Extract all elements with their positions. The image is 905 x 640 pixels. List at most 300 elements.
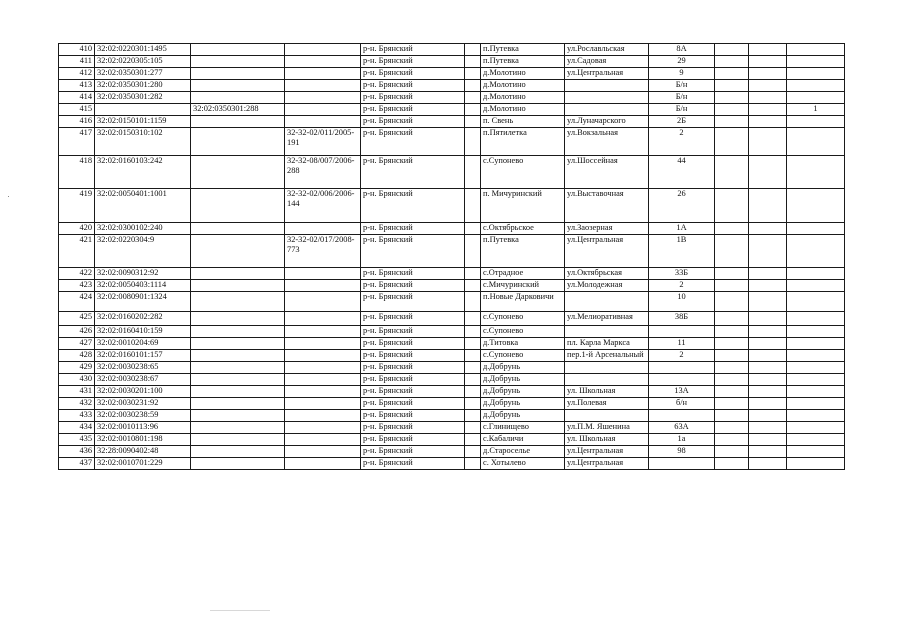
cell-n: 415 [59, 104, 95, 116]
cell-reg [285, 434, 361, 446]
cell-cad: 32:02:0160103:242 [95, 156, 191, 189]
cell-c3 [787, 156, 845, 189]
cell-c1 [715, 398, 749, 410]
cell-c1 [715, 268, 749, 280]
table-row [59, 410, 845, 422]
cell-c3 [787, 398, 845, 410]
cell-loc: д.Молотино [481, 104, 565, 116]
cell-c3 [787, 350, 845, 362]
cell-old [191, 326, 285, 338]
cell-reg: 32-32-02/011/2005-191 [285, 128, 361, 156]
cell-dist: р-н. Брянский [361, 104, 465, 116]
cell-old [191, 80, 285, 92]
cell-c2 [749, 312, 787, 326]
cell-reg [285, 104, 361, 116]
cell-c1 [715, 422, 749, 434]
cell-loc: д.Добрунь [481, 386, 565, 398]
cell-dist: р-н. Брянский [361, 338, 465, 350]
cell-old [191, 386, 285, 398]
table-row [59, 362, 845, 374]
cell-dist: р-н. Брянский [361, 268, 465, 280]
table-row [59, 422, 845, 434]
cell-street: ул.Садовая [565, 56, 649, 68]
cell-c1 [715, 116, 749, 128]
cell-b [465, 434, 481, 446]
cell-house: 98 [649, 446, 715, 458]
cell-b [465, 116, 481, 128]
cell-b [465, 386, 481, 398]
cell-b [465, 235, 481, 268]
cell-c1 [715, 189, 749, 223]
cell-dist: р-н. Брянский [361, 68, 465, 80]
cell-n: 413 [59, 80, 95, 92]
table-row [59, 156, 845, 189]
cell-c1 [715, 362, 749, 374]
cell-c3 [787, 280, 845, 292]
cell-n: 436 [59, 446, 95, 458]
cell-street: ул.Полевая [565, 398, 649, 410]
cell-loc: д.Староселье [481, 446, 565, 458]
cell-dist: р-н. Брянский [361, 92, 465, 104]
cell-c1 [715, 68, 749, 80]
cell-c1 [715, 292, 749, 312]
cell-dist: р-н. Брянский [361, 280, 465, 292]
cell-c2 [749, 68, 787, 80]
cell-c1 [715, 434, 749, 446]
cell-b [465, 189, 481, 223]
cell-house: 2 [649, 350, 715, 362]
cell-street: ул.Луначарского [565, 116, 649, 128]
cell-dist: р-н. Брянский [361, 410, 465, 422]
cell-c3 [787, 268, 845, 280]
cell-cad: 32:28:0090402:48 [95, 446, 191, 458]
cell-c1 [715, 223, 749, 235]
cell-c3 [787, 235, 845, 268]
cell-house: 9 [649, 68, 715, 80]
cell-loc: п. Свень [481, 116, 565, 128]
cell-b [465, 104, 481, 116]
cell-n: 437 [59, 458, 95, 470]
cell-b [465, 68, 481, 80]
cell-c3 [787, 362, 845, 374]
cell-old [191, 128, 285, 156]
cell-c3 [787, 422, 845, 434]
cell-cad: 32:02:0010701:229 [95, 458, 191, 470]
cell-dist: р-н. Брянский [361, 398, 465, 410]
cell-cad: 32:02:0350301:277 [95, 68, 191, 80]
cell-loc: д.Титовка [481, 338, 565, 350]
cell-reg [285, 446, 361, 458]
table-row [59, 434, 845, 446]
cell-old [191, 292, 285, 312]
cell-house: Б/н [649, 92, 715, 104]
cell-c2 [749, 362, 787, 374]
cell-street: ул.Октябрьская [565, 268, 649, 280]
cell-loc: с.Глинищево [481, 422, 565, 434]
cell-street: ул.Центральная [565, 458, 649, 470]
cell-street: ул.Центральная [565, 446, 649, 458]
cell-street: ул.Центральная [565, 68, 649, 80]
cell-c2 [749, 410, 787, 422]
cell-street [565, 362, 649, 374]
cell-b [465, 80, 481, 92]
cell-street [565, 292, 649, 312]
cell-loc: п.Новые Дарковичи [481, 292, 565, 312]
cell-old [191, 338, 285, 350]
cell-street: пл. Карла Маркса [565, 338, 649, 350]
table-row [59, 235, 845, 268]
cell-c2 [749, 326, 787, 338]
cell-house: 2 [649, 280, 715, 292]
cell-house [649, 374, 715, 386]
cell-c2 [749, 56, 787, 68]
cell-old [191, 223, 285, 235]
cell-n: 435 [59, 434, 95, 446]
cell-c1 [715, 374, 749, 386]
cell-cad: 32:02:0080901:1324 [95, 292, 191, 312]
cell-cad: 32:02:0300102:240 [95, 223, 191, 235]
cell-cad: 32:02:0010204:69 [95, 338, 191, 350]
cell-old [191, 434, 285, 446]
cell-n: 428 [59, 350, 95, 362]
cell-n: 427 [59, 338, 95, 350]
cell-c2 [749, 280, 787, 292]
cell-c1 [715, 44, 749, 56]
cell-n: 425 [59, 312, 95, 326]
table-row [59, 128, 845, 156]
cell-c2 [749, 189, 787, 223]
cell-house [649, 458, 715, 470]
cell-old [191, 116, 285, 128]
cell-house [649, 326, 715, 338]
cell-house: 2Б [649, 116, 715, 128]
cell-c3: 1 [787, 104, 845, 116]
cell-loc: с.Кабаличи [481, 434, 565, 446]
cell-house: Б/н [649, 104, 715, 116]
cell-c2 [749, 268, 787, 280]
cell-street [565, 80, 649, 92]
cell-dist: р-н. Брянский [361, 44, 465, 56]
cell-c2 [749, 116, 787, 128]
cell-cad: 32:02:0150310:102 [95, 128, 191, 156]
cell-reg [285, 350, 361, 362]
cell-c3 [787, 92, 845, 104]
cell-c1 [715, 104, 749, 116]
cell-loc: д.Молотино [481, 92, 565, 104]
cell-n: 426 [59, 326, 95, 338]
cell-reg [285, 223, 361, 235]
cell-old: 32:02:0350301:288 [191, 104, 285, 116]
cell-loc: п.Путевка [481, 235, 565, 268]
cell-dist: р-н. Брянский [361, 312, 465, 326]
cell-street: ул.Выставочная [565, 189, 649, 223]
cell-n: 417 [59, 128, 95, 156]
cell-c3 [787, 80, 845, 92]
cell-dist: р-н. Брянский [361, 374, 465, 386]
cell-c2 [749, 80, 787, 92]
cell-reg [285, 268, 361, 280]
cell-c2 [749, 386, 787, 398]
table-row [59, 338, 845, 350]
cell-reg [285, 410, 361, 422]
cell-b [465, 156, 481, 189]
cell-c1 [715, 80, 749, 92]
cell-c2 [749, 104, 787, 116]
cell-b [465, 280, 481, 292]
cell-old [191, 44, 285, 56]
cell-street: ул. Школьная [565, 434, 649, 446]
cell-cad: 32:02:0220304:9 [95, 235, 191, 268]
cell-c1 [715, 410, 749, 422]
cell-n: 434 [59, 422, 95, 434]
cell-b [465, 458, 481, 470]
cell-house: 44 [649, 156, 715, 189]
cell-old [191, 374, 285, 386]
cell-c2 [749, 128, 787, 156]
cell-reg [285, 398, 361, 410]
cell-old [191, 92, 285, 104]
cell-loc: п.Путевка [481, 56, 565, 68]
cell-b [465, 223, 481, 235]
cell-c2 [749, 292, 787, 312]
cell-n: 416 [59, 116, 95, 128]
table-row [59, 280, 845, 292]
cell-house: 1а [649, 434, 715, 446]
cell-c1 [715, 280, 749, 292]
cell-c1 [715, 350, 749, 362]
cell-c2 [749, 92, 787, 104]
cell-dist: р-н. Брянский [361, 458, 465, 470]
cell-street [565, 326, 649, 338]
cell-loc: с.Мичуринский [481, 280, 565, 292]
table-row [59, 312, 845, 326]
cell-house: 1А [649, 223, 715, 235]
cell-reg [285, 56, 361, 68]
cell-n: 410 [59, 44, 95, 56]
cell-street: ул.Мелиоративная [565, 312, 649, 326]
cell-loc: с.Супонево [481, 326, 565, 338]
cell-c3 [787, 68, 845, 80]
cell-street: ул.Шоссейная [565, 156, 649, 189]
cell-cad: 32:02:0350301:280 [95, 80, 191, 92]
cell-old [191, 446, 285, 458]
cell-c2 [749, 156, 787, 189]
cell-c2 [749, 398, 787, 410]
table-row [59, 44, 845, 56]
cell-c3 [787, 326, 845, 338]
cell-cad: 32:02:0160101:157 [95, 350, 191, 362]
cell-house: 33Б [649, 268, 715, 280]
cell-street [565, 410, 649, 422]
cell-n: 418 [59, 156, 95, 189]
table-row [59, 104, 845, 116]
cell-cad: 32:02:0030201:100 [95, 386, 191, 398]
cell-c2 [749, 374, 787, 386]
cell-reg [285, 362, 361, 374]
cell-street: ул.Центральная [565, 235, 649, 268]
cell-cad: 32:02:0050403:1114 [95, 280, 191, 292]
cell-reg [285, 68, 361, 80]
cell-dist: р-н. Брянский [361, 235, 465, 268]
cell-c1 [715, 326, 749, 338]
table-row [59, 386, 845, 398]
cell-c3 [787, 434, 845, 446]
cell-house: 11 [649, 338, 715, 350]
cell-reg [285, 326, 361, 338]
table-row [59, 223, 845, 235]
cell-dist: р-н. Брянский [361, 128, 465, 156]
cell-dist: р-н. Брянский [361, 292, 465, 312]
cell-cad: 32:02:0050401:1001 [95, 189, 191, 223]
cell-cad: 32:02:0030231:92 [95, 398, 191, 410]
cell-house: 26 [649, 189, 715, 223]
cell-cad: 32:02:0220305:105 [95, 56, 191, 68]
cell-b [465, 56, 481, 68]
cell-b [465, 446, 481, 458]
table-row [59, 189, 845, 223]
cell-reg [285, 92, 361, 104]
cell-n: 411 [59, 56, 95, 68]
cell-cad: 32:02:0160202:282 [95, 312, 191, 326]
cell-reg [285, 44, 361, 56]
cell-house: 2 [649, 128, 715, 156]
table-row [59, 398, 845, 410]
cell-house: б/н [649, 398, 715, 410]
table-body [59, 44, 845, 470]
cell-b [465, 128, 481, 156]
cell-c3 [787, 189, 845, 223]
cell-dist: р-н. Брянский [361, 350, 465, 362]
cell-n: 431 [59, 386, 95, 398]
cell-c1 [715, 128, 749, 156]
cell-c3 [787, 458, 845, 470]
cell-reg [285, 116, 361, 128]
cell-reg [285, 292, 361, 312]
cell-cad: 32:02:0030238:67 [95, 374, 191, 386]
cell-cad: 32:02:0030238:65 [95, 362, 191, 374]
table-row [59, 326, 845, 338]
cell-house [649, 410, 715, 422]
table-row [59, 56, 845, 68]
cell-loc: с.Супонево [481, 312, 565, 326]
cell-c2 [749, 338, 787, 350]
table-row [59, 80, 845, 92]
cell-loc: с.Супонево [481, 156, 565, 189]
cell-reg [285, 386, 361, 398]
cell-n: 419 [59, 189, 95, 223]
table-row [59, 292, 845, 312]
cell-old [191, 68, 285, 80]
cell-n: 422 [59, 268, 95, 280]
cell-loc: д.Добрунь [481, 398, 565, 410]
cell-dist: р-н. Брянский [361, 422, 465, 434]
cell-c1 [715, 386, 749, 398]
cell-reg [285, 422, 361, 434]
cell-old [191, 312, 285, 326]
cell-n: 414 [59, 92, 95, 104]
cell-reg [285, 312, 361, 326]
cell-n: 424 [59, 292, 95, 312]
cell-house: 38Б [649, 312, 715, 326]
table-row [59, 374, 845, 386]
cell-reg: 32-32-02/006/2006-144 [285, 189, 361, 223]
cell-old [191, 350, 285, 362]
cell-loc: д.Добрунь [481, 410, 565, 422]
cell-loc: с.Октябрьское [481, 223, 565, 235]
cell-street: ул.Заозерная [565, 223, 649, 235]
cell-reg [285, 338, 361, 350]
cell-b [465, 422, 481, 434]
cell-house: 1В [649, 235, 715, 268]
cell-b [465, 292, 481, 312]
cell-old [191, 398, 285, 410]
cell-street [565, 92, 649, 104]
cell-old [191, 235, 285, 268]
cell-n: 429 [59, 362, 95, 374]
cell-b [465, 398, 481, 410]
cell-cad: 32:02:0030238:59 [95, 410, 191, 422]
cell-loc: с.Супонево [481, 350, 565, 362]
cell-old [191, 56, 285, 68]
cell-loc: п.Пятилетка [481, 128, 565, 156]
cell-n: 421 [59, 235, 95, 268]
cell-c3 [787, 56, 845, 68]
cell-dist: р-н. Брянский [361, 446, 465, 458]
cell-c1 [715, 446, 749, 458]
cell-loc: п. Мичуринский [481, 189, 565, 223]
cell-cad: 32:02:0090312:92 [95, 268, 191, 280]
cell-dist: р-н. Брянский [361, 80, 465, 92]
cell-loc: д.Добрунь [481, 362, 565, 374]
cell-b [465, 92, 481, 104]
cell-n: 420 [59, 223, 95, 235]
cell-b [465, 374, 481, 386]
cell-street: ул.Молодежная [565, 280, 649, 292]
cell-old [191, 156, 285, 189]
cell-reg: 32-32-08/007/2006-288 [285, 156, 361, 189]
cell-b [465, 44, 481, 56]
cell-old [191, 458, 285, 470]
cell-cad [95, 104, 191, 116]
cell-old [191, 280, 285, 292]
cell-c2 [749, 235, 787, 268]
cell-old [191, 422, 285, 434]
cell-cad: 32:02:0350301:282 [95, 92, 191, 104]
cell-house: 13А [649, 386, 715, 398]
cell-loc: д.Молотино [481, 68, 565, 80]
cell-dist: р-н. Брянский [361, 326, 465, 338]
cell-dist: р-н. Брянский [361, 223, 465, 235]
cell-dist: р-н. Брянский [361, 189, 465, 223]
cell-cad: 32:02:0150101:1159 [95, 116, 191, 128]
cell-c2 [749, 44, 787, 56]
cell-n: 432 [59, 398, 95, 410]
cell-old [191, 268, 285, 280]
cell-c1 [715, 56, 749, 68]
cell-reg [285, 458, 361, 470]
cell-b [465, 362, 481, 374]
cell-dist: р-н. Брянский [361, 386, 465, 398]
cell-c3 [787, 116, 845, 128]
cell-cad: 32:02:0220301:1495 [95, 44, 191, 56]
cell-c1 [715, 156, 749, 189]
cell-reg [285, 374, 361, 386]
cell-c3 [787, 386, 845, 398]
table-row [59, 116, 845, 128]
cell-c1 [715, 458, 749, 470]
cell-dist: р-н. Брянский [361, 156, 465, 189]
cell-loc: п.Путевка [481, 44, 565, 56]
